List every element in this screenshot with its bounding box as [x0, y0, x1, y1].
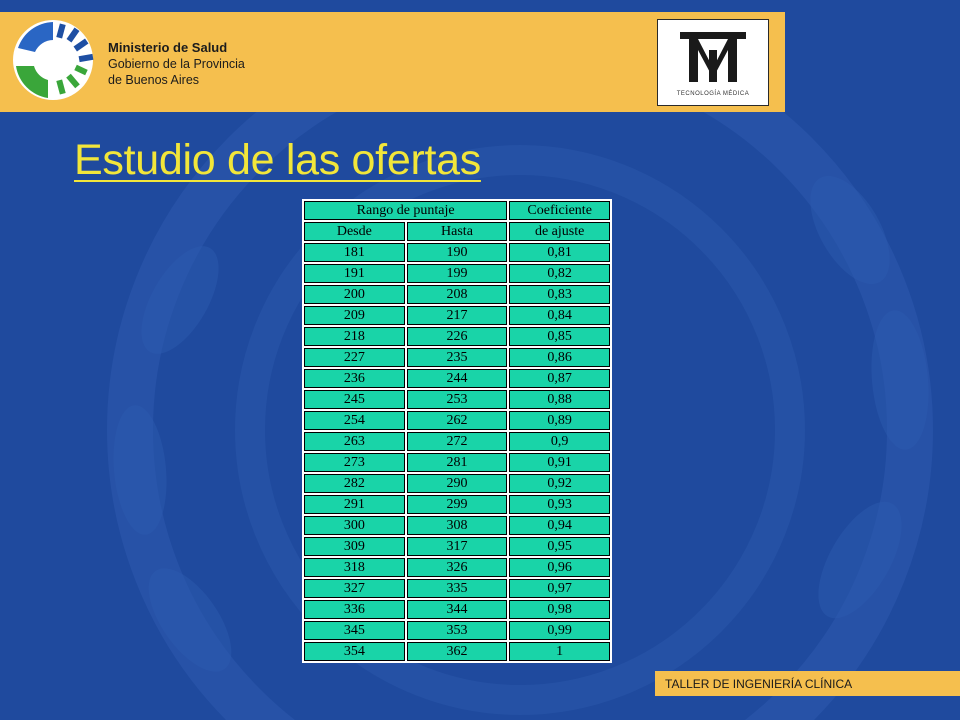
table-row: [304, 474, 610, 493]
cell-desde: 191: [304, 264, 405, 283]
header-ajuste: de ajuste: [509, 222, 610, 241]
cell-hasta: 317: [407, 537, 508, 556]
header-hasta: Hasta: [407, 222, 508, 241]
table-row: [304, 600, 610, 619]
cell-coef: 0,88: [509, 390, 610, 409]
cell-desde: 345: [304, 621, 405, 640]
cell-hasta: 290: [407, 474, 508, 493]
cell-hasta: 208: [407, 285, 508, 304]
footer-label: TALLER DE INGENIERÍA CLÍNICA: [665, 677, 853, 691]
ministry-logo-icon: [8, 18, 98, 102]
cell-hasta: 362: [407, 642, 508, 661]
cell-desde: 263: [304, 432, 405, 451]
cell-desde: 336: [304, 600, 405, 619]
cell-hasta: 190: [407, 243, 508, 262]
cell-desde: 218: [304, 327, 405, 346]
header-desde: Desde: [304, 222, 405, 241]
cell-hasta: 344: [407, 600, 508, 619]
cell-coef: 1: [509, 642, 610, 661]
table-row: [304, 264, 610, 283]
cell-coef: 0,84: [509, 306, 610, 325]
cell-desde: 273: [304, 453, 405, 472]
cell-hasta: 199: [407, 264, 508, 283]
cell-coef: 0,99: [509, 621, 610, 640]
cell-hasta: 244: [407, 369, 508, 388]
cell-hasta: 353: [407, 621, 508, 640]
cell-coef: 0,85: [509, 327, 610, 346]
cell-desde: 227: [304, 348, 405, 367]
table-row: [304, 327, 610, 346]
cell-desde: 245: [304, 390, 405, 409]
header-range: Rango de puntaje: [304, 201, 507, 220]
cell-desde: 200: [304, 285, 405, 304]
table-row: [304, 495, 610, 514]
cell-coef: 0,9: [509, 432, 610, 451]
table-row: [304, 453, 610, 472]
cell-desde: 318: [304, 558, 405, 577]
table-row: [304, 348, 610, 367]
cell-desde: 236: [304, 369, 405, 388]
cell-coef: 0,97: [509, 579, 610, 598]
table-row: [304, 285, 610, 304]
cell-coef: 0,94: [509, 516, 610, 535]
ministry-text-block: [108, 40, 245, 88]
table-row: [304, 558, 610, 577]
cell-coef: 0,96: [509, 558, 610, 577]
cell-hasta: 281: [407, 453, 508, 472]
coefficient-table: [303, 199, 607, 663]
cell-desde: 181: [304, 243, 405, 262]
footer-band: [655, 671, 960, 696]
table-row: [304, 432, 610, 451]
table-row: [304, 306, 610, 325]
tm-logo-icon: [678, 30, 748, 88]
cell-hasta: 217: [407, 306, 508, 325]
ministry-name: Ministerio de Salud: [108, 40, 228, 55]
cell-desde: 209: [304, 306, 405, 325]
cell-desde: 327: [304, 579, 405, 598]
cell-coef: 0,86: [509, 348, 610, 367]
cell-hasta: 308: [407, 516, 508, 535]
cell-hasta: 235: [407, 348, 508, 367]
cell-desde: 354: [304, 642, 405, 661]
table-header-row: [304, 201, 610, 220]
table-row: [304, 537, 610, 556]
cell-hasta: 253: [407, 390, 508, 409]
table-row: [304, 369, 610, 388]
cell-desde: 291: [304, 495, 405, 514]
cell-hasta: 326: [407, 558, 508, 577]
cell-hasta: 272: [407, 432, 508, 451]
table-row: [304, 243, 610, 262]
cell-coef: 0,92: [509, 474, 610, 493]
cell-coef: 0,98: [509, 600, 610, 619]
ministry-line-2: Gobierno de la Provincia: [108, 57, 245, 71]
page-title: Estudio de las ofertas: [74, 136, 481, 184]
cell-coef: 0,81: [509, 243, 610, 262]
table-row: [304, 642, 610, 661]
tm-caption: TECNOLOGÍA MÉDICA: [676, 91, 750, 97]
cell-hasta: 335: [407, 579, 508, 598]
table-subheader-row: [304, 222, 610, 241]
cell-hasta: 299: [407, 495, 508, 514]
cell-coef: 0,87: [509, 369, 610, 388]
cell-coef: 0,93: [509, 495, 610, 514]
table-row: [304, 411, 610, 430]
table-row: [304, 516, 610, 535]
cell-coef: 0,83: [509, 285, 610, 304]
cell-desde: 254: [304, 411, 405, 430]
header-coefficient: Coeficiente: [509, 201, 610, 220]
cell-desde: 309: [304, 537, 405, 556]
cell-coef: 0,95: [509, 537, 610, 556]
cell-desde: 300: [304, 516, 405, 535]
cell-hasta: 262: [407, 411, 508, 430]
ministry-line-3: de Buenos Aires: [108, 73, 200, 87]
table-row: [304, 390, 610, 409]
cell-coef: 0,89: [509, 411, 610, 430]
tecnologia-medica-logo: [657, 19, 769, 106]
table-row: [304, 621, 610, 640]
table-row: [304, 579, 610, 598]
cell-coef: 0,82: [509, 264, 610, 283]
cell-coef: 0,91: [509, 453, 610, 472]
cell-hasta: 226: [407, 327, 508, 346]
cell-desde: 282: [304, 474, 405, 493]
